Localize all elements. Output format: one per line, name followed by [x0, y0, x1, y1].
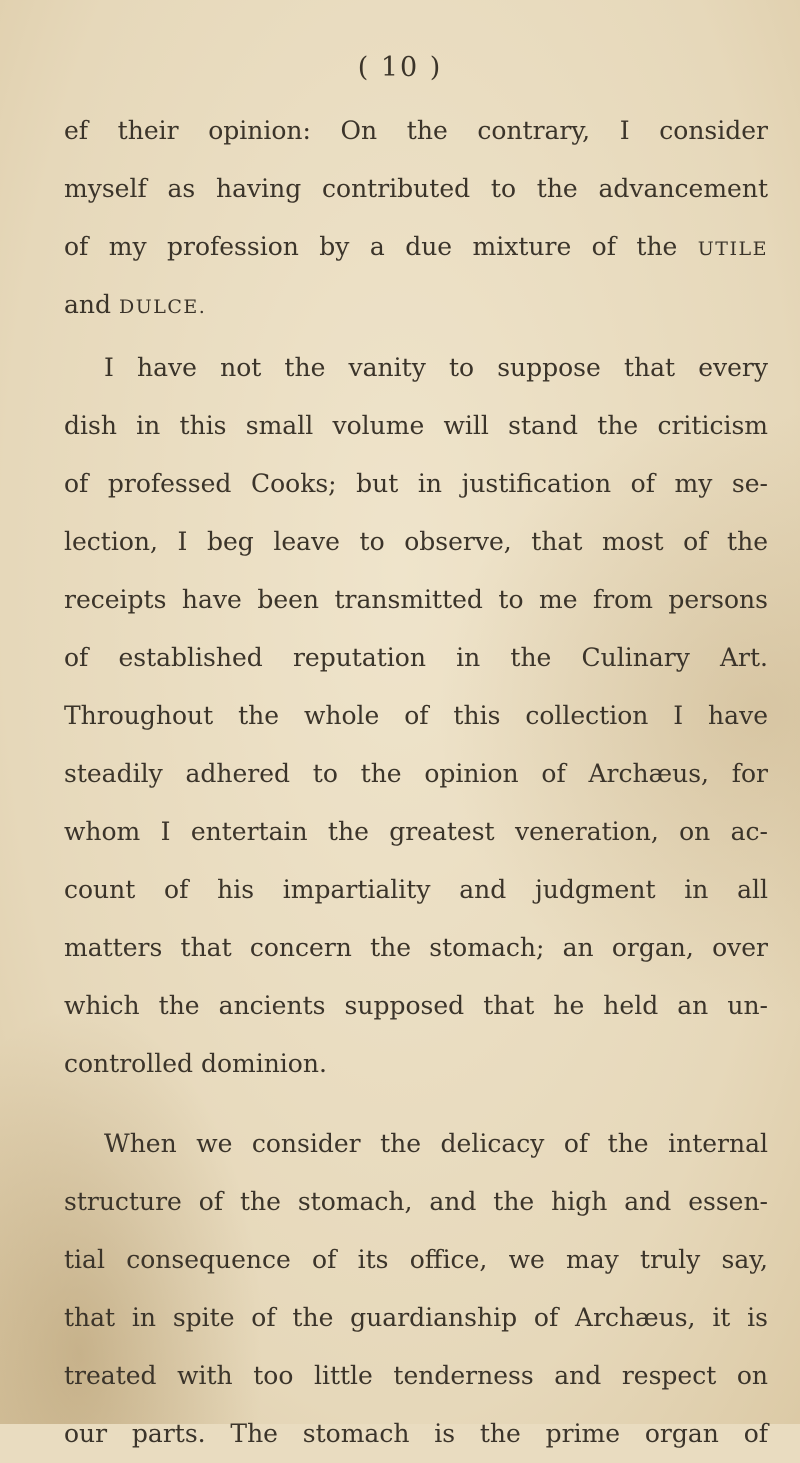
small-caps-word: DULCE.	[118, 296, 207, 318]
text-line	[64, 218, 768, 276]
text-line: whom I entertain the greatest veneration, on ac-	[64, 817, 768, 846]
text-line: Throughout the whole of this collection I have	[64, 701, 768, 730]
paragraph-1	[64, 102, 768, 334]
text-line	[64, 276, 768, 334]
text-line: treated with too little tenderness and respect on	[64, 1361, 768, 1390]
paragraph-3	[64, 1115, 768, 1463]
text-line: tial consequence of its office, we may truly say,	[64, 1245, 768, 1274]
text-line-start: of my profession by a due mixture of the	[64, 232, 678, 261]
small-caps-word: UTILE	[697, 238, 768, 260]
text-line: receipts have been transmitted to me from persons	[64, 585, 768, 614]
text-line: When we consider the delicacy of the internal	[104, 1129, 768, 1158]
text-line: lection, I beg leave to observe, that most of the	[64, 527, 768, 556]
paragraph-2	[64, 339, 768, 1093]
text-line: ef their opinion: On the contrary, I consider	[64, 116, 768, 145]
text-line-start: and	[64, 290, 112, 319]
text-line: controlled dominion.	[64, 1049, 327, 1078]
text-line: our parts. The stomach is the prime organ of	[64, 1419, 768, 1448]
text-line: of professed Cooks; but in justification of my se-	[64, 469, 768, 498]
text-line: dish in this small volume will stand the criticism	[64, 411, 768, 440]
text-line: steadily adhered to the opinion of Archæus, for	[64, 759, 768, 788]
text-line: matters that concern the stomach; an organ, over	[64, 933, 768, 962]
text-line: I have not the vanity to suppose that every	[104, 353, 768, 382]
text-line: structure of the stomach, and the high and essen-	[64, 1187, 768, 1216]
text-line: that in spite of the guardianship of Archæus, it is	[64, 1303, 768, 1332]
text-line: count of his impartiality and judgment in all	[64, 875, 768, 904]
text-line: of established reputation in the Culinary Art.	[64, 643, 768, 672]
page-number: ( 10 )	[357, 52, 443, 83]
text-line: myself as having contributed to the advancement	[64, 174, 768, 203]
text-line: which the ancients supposed that he held an un-	[64, 991, 768, 1020]
